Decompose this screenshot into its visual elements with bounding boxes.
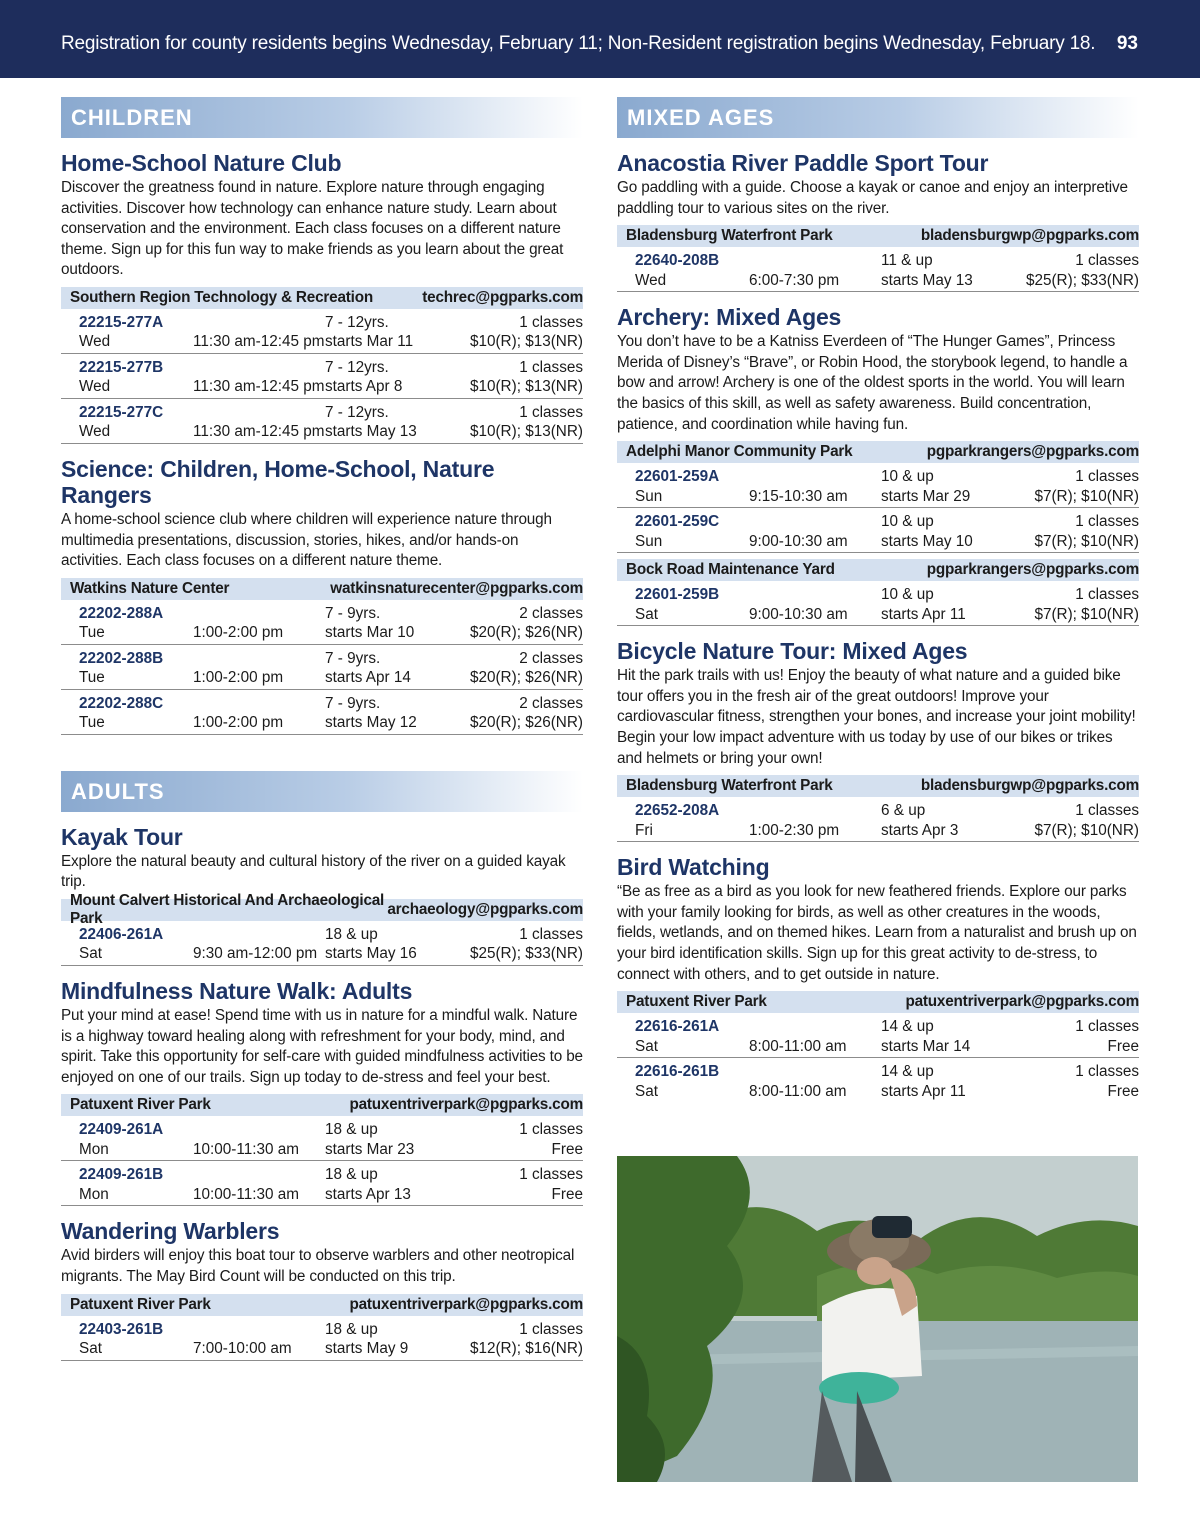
start-date: starts May 13 [325,423,417,441]
day: Sat [79,1340,102,1357]
day: Sat [79,945,102,963]
location-name: Bladensburg Waterfront Park [626,227,833,245]
class-count: 1 classes [519,358,583,376]
age-range: 10 & up [881,468,934,486]
fee: $10(R); $13(NR) [469,333,583,351]
location-email[interactable]: patuxentriverpark@pgparks.com [349,1295,583,1313]
location-name: Bladensburg Waterfront Park [626,777,833,795]
time: 9:00-10:30 am [749,605,848,623]
program-title: Science: Children, Home-School, Nature Rangers [61,455,495,508]
session-row[interactable] [617,581,1139,626]
class-count: 1 classes [1075,513,1139,531]
bird-watching-photo [617,1156,1138,1482]
course-code: 22215-277A [79,313,164,331]
class-count: 1 classes [1075,252,1139,270]
age-range: 7 - 9yrs. [325,604,381,622]
program-description: Avid birders will enjoy this boat tour to observe warblers and other neotropical migrants. The May Bird Count will be conducted on this trip. [61,1247,575,1285]
location-bar [61,891,583,927]
course-code: 22601-259A [635,468,720,486]
course-code: 22202-288B [79,649,164,667]
session-row[interactable] [61,600,583,645]
day: Fri [635,821,653,839]
program-description: Hit the park trails with us! Enjoy the beauty of what nature and a guided bike tour offers you in the fresh air of the great outdoors! Improve your cardiovascular fitness, strengthen your bones, and increase your joint mobility! Begin your low impact adventure with us today by use of our bikes or trikes and helmets or bring your own! [617,667,1136,767]
course-code: 22652-208A [635,802,720,820]
age-range: 7 - 9yrs. [325,694,381,712]
class-count: 2 classes [519,604,583,622]
fee: $25(R); $33(NR) [1025,271,1139,289]
course-code: 22215-277B [79,358,164,376]
program-title: Bird Watching [617,854,770,881]
session-row[interactable] [617,797,1139,842]
location-bar [617,991,1139,1013]
program-title: Bicycle Nature Tour: Mixed Ages [617,638,968,665]
start-date: starts May 12 [325,714,417,732]
fee: $7(R); $10(NR) [1034,532,1139,550]
left-column [61,97,583,1373]
age-range: 18 & up [325,1320,378,1338]
fee: $10(R); $13(NR) [469,378,583,396]
session-row[interactable] [61,1116,583,1161]
location-name: Patuxent River Park [70,1295,211,1313]
class-count: 1 classes [519,403,583,421]
course-code: 22202-288A [79,604,164,622]
day: Sun [635,487,663,505]
location-email[interactable]: bladensburgwp@pgparks.com [920,777,1139,795]
session-row[interactable] [61,1161,583,1206]
age-range: 18 & up [325,925,378,943]
age-range: 10 & up [881,513,934,531]
program-science-nature-rangers [61,456,583,735]
session-row[interactable] [61,1316,583,1361]
age-range: 11 & up [881,252,933,270]
location-email[interactable]: pgparkrangers@pgparks.com [926,561,1139,579]
time: 7:00-10:00 am [193,1340,292,1357]
age-range: 14 & up [881,1018,934,1036]
location-name: Patuxent River Park [70,1096,211,1114]
fee: $25(R); $33(NR) [469,945,583,963]
program-description: Go paddling with a guide. Choose a kayak or canoe and enjoy an interpretive paddling tour to various sites on the river. [617,179,1128,217]
program-title: Home-School Nature Club [61,150,342,176]
day: Wed [79,378,111,396]
start-date: starts Apr 13 [325,1185,411,1203]
location-name: Adelphi Manor Community Park [626,443,853,461]
session-row[interactable] [61,399,583,444]
age-range: 7 - 12yrs. [325,358,389,376]
time: 9:15-10:30 am [749,487,848,505]
location-bar [61,1294,583,1316]
registration-note: Registration for county residents begins Wednesday, February 11; Non-Resident registration begins Wednesday, February 18. [61,33,1096,54]
time: 1:00-2:30 pm [749,821,840,839]
page-number: 93 [1116,33,1138,54]
day: Tue [79,624,105,642]
day: Mon [79,1185,109,1203]
location-name: Patuxent River Park [626,993,767,1011]
age-range: 10 & up [881,586,934,604]
day: Wed [79,333,111,351]
class-count: 1 classes [1075,1063,1139,1081]
course-code: 22601-259B [635,586,720,604]
day: Mon [79,1140,109,1158]
fee: $20(R); $26(NR) [469,714,583,732]
class-count: 1 classes [519,1320,583,1338]
fee: Free [1107,1082,1139,1100]
start-date: starts Apr 11 [881,605,966,623]
program-archery-mixed-ages [617,304,1139,626]
fee: $7(R); $10(NR) [1034,821,1139,839]
class-count: 1 classes [1075,802,1139,820]
location-email[interactable]: patuxentriverpark@pgparks.com [349,1096,583,1114]
session-row[interactable] [61,309,583,354]
location-name: Bock Road Maintenance Yard [626,561,835,579]
course-code: 22640-208B [635,252,720,270]
program-description: You don’t have to be a Katniss Everdeen of “The Hunger Games”, Princess Merida of Disney’s “Brave”, or Robin Hood, the storybook legend, to handle a bow and arrow! Archery is one of the oldest sports in the world. You will learn the basics of this skill, as well as safety awareness. Build concentration, patience, and coordination while having fun. [617,333,1128,433]
location-email[interactable]: archaeology@pgparks.com [387,900,583,918]
course-code: 22403-261B [79,1320,164,1338]
section-header-children: CHILDREN [61,97,583,138]
course-code: 22202-288C [79,694,164,712]
location-email[interactable]: patuxentriverpark@pgparks.com [905,993,1139,1011]
class-count: 2 classes [519,694,583,712]
location-bar [61,1094,583,1116]
location-email[interactable]: pgparkrangers@pgparks.com [926,443,1139,461]
time: 9:30 am-12:00 pm [193,945,318,963]
day: Wed [79,423,111,441]
session-row[interactable] [61,645,583,690]
session-row[interactable] [61,921,583,966]
time: 10:00-11:30 am [193,1185,300,1203]
day: Sat [635,1037,658,1055]
class-count: 1 classes [519,313,583,331]
location-name: Watkins Nature Center [70,579,230,597]
program-title: Anacostia River Paddle Sport Tour [617,150,989,176]
fee: $12(R); $16(NR) [469,1340,583,1357]
day: Sat [635,605,658,623]
location-email[interactable]: bladensburgwp@pgparks.com [920,227,1139,245]
location-bar [617,775,1139,797]
time: 9:00-10:30 am [749,532,848,550]
time: 11:30 am-12:45 pm [193,423,325,441]
day: Sat [635,1082,658,1100]
time: 8:00-11:00 am [749,1082,847,1100]
session-row[interactable] [617,247,1139,292]
start-date: starts Apr 14 [325,669,411,687]
course-code: 22215-277C [79,403,164,421]
program-anacostia-paddle-tour [617,150,1139,292]
program-title: Wandering Warblers [61,1218,280,1245]
course-code: 22406-261A [79,925,164,943]
time: 6:00-7:30 pm [749,271,840,289]
class-count: 1 classes [1075,1018,1139,1036]
program-description: “Be as free as a bird as you look for new feathered friends. Explore our parks with your family looking for birds, as well as other creatures in the woods, fields, wetlands, and on themed hikes. Learn from a naturalist and brush up on your bird identification skills. Sign up for this great activity to de-stress, to connect with others, and to get outside in nature. [617,883,1137,983]
day: Sun [635,532,663,550]
course-code: 22616-261B [635,1063,720,1081]
day: Wed [635,271,667,289]
age-range: 7 - 12yrs. [325,403,389,421]
location-name: Southern Region Technology & Recreation [70,288,373,306]
start-date: starts Mar 23 [325,1140,415,1158]
day: Tue [79,714,105,732]
program-title: Mindfulness Nature Walk: Adults [61,977,413,1004]
time: 11:30 am-12:45 pm [193,333,325,351]
start-date: starts Mar 14 [881,1037,971,1055]
start-date: starts May 10 [881,532,973,550]
time: 1:00-2:00 pm [193,624,284,642]
program-kayak-tour [61,824,583,966]
course-code: 22409-261A [79,1121,164,1139]
location-email[interactable]: watkinsnaturecenter@pgparks.com [330,579,583,597]
program-mindfulness-nature-walk [61,978,583,1206]
start-date: starts Mar 10 [325,624,415,642]
start-date: starts Apr 8 [325,378,403,396]
session-row[interactable] [61,354,583,399]
program-wandering-warblers [61,1218,583,1360]
age-range: 14 & up [881,1063,934,1081]
class-count: 1 classes [519,1166,583,1184]
program-description: Put your mind at ease! Spend time with us in nature for a mindful walk. Nature is a highway toward healing along with refreshment for your body, mind, and spirit. Take this opportunity for self-care with guided mindfulness activities to be enjoyed on one of our trails. Sign up today to de-stress and feel your best. [61,1006,583,1086]
fee: $20(R); $26(NR) [469,624,583,642]
class-count: 1 classes [519,925,583,943]
time: 1:00-2:00 pm [193,714,284,732]
photo-illustration [617,1156,1138,1482]
day: Tue [79,669,105,687]
age-range: 18 & up [325,1121,378,1139]
section-header-mixed-ages: MIXED AGES [617,97,1139,138]
start-date: starts Apr 3 [881,821,959,839]
location-name: Mount Calvert Historical And Archaeological Park [70,891,385,927]
class-count: 1 classes [519,1121,583,1139]
start-date: starts Mar 11 [325,333,414,351]
session-row[interactable] [61,690,583,735]
start-date: starts May 16 [325,945,417,963]
age-range: 6 & up [881,802,926,820]
program-bird-watching [617,854,1139,1102]
time: 11:30 am-12:45 pm [193,378,325,396]
class-count: 1 classes [1075,468,1139,486]
program-home-school-nature-club [61,150,583,444]
course-code: 22601-259C [635,513,720,531]
location-bar [61,287,583,309]
session-row[interactable] [617,1058,1139,1102]
time: 1:00-2:00 pm [193,669,284,687]
start-date: starts Apr 11 [881,1082,966,1100]
age-range: 18 & up [325,1166,378,1184]
time: 8:00-11:00 am [749,1037,847,1055]
fee: $20(R); $26(NR) [469,669,583,687]
age-range: 7 - 9yrs. [325,649,381,667]
right-column [617,97,1139,1114]
start-date: starts May 13 [881,271,973,289]
program-description: A home-school science club where children will experience nature through multimedia presentations, discussion, stories, hikes, and/or hands-on activities. Each class focuses on a different nature theme. [61,510,552,570]
section-header-adults: ADULTS [61,771,583,812]
program-title: Archery: Mixed Ages [617,304,842,331]
program-description: Explore the natural beauty and cultural history of the river on a guided kayak trip. [61,852,566,891]
location-email[interactable]: techrec@pgparks.com [422,288,583,306]
class-count: 1 classes [1075,586,1139,604]
location-bar [61,578,583,600]
session-row[interactable] [617,463,1139,508]
time: 10:00-11:30 am [193,1140,300,1158]
course-code: 22409-261B [79,1166,164,1184]
fee: $7(R); $10(NR) [1034,605,1139,623]
top-banner [0,0,1200,78]
fee: Free [1107,1037,1139,1055]
fee: $10(R); $13(NR) [469,423,583,441]
program-bicycle-nature-tour [617,638,1139,842]
age-range: 7 - 12yrs. [325,313,389,331]
session-row[interactable] [617,508,1139,553]
fee: $7(R); $10(NR) [1034,487,1139,505]
program-title: Kayak Tour [61,823,183,850]
course-code: 22616-261A [635,1018,720,1036]
location-bar [617,441,1139,463]
location-bar [617,225,1139,247]
program-description: Discover the greatness found in nature. Explore nature through engaging activities. Discover how technology can enhance nature study. Learn about conservation and the environment. Each class focuses on a different nature theme. Sign up for this fun way to make friends as you learn about the great outdoors. [61,179,564,279]
fee: Free [551,1140,583,1158]
session-row[interactable] [617,1013,1139,1058]
start-date: starts Mar 29 [881,487,971,505]
class-count: 2 classes [519,649,583,667]
fee: Free [551,1185,583,1203]
start-date: starts May 9 [325,1340,409,1357]
location-bar [617,559,1139,581]
